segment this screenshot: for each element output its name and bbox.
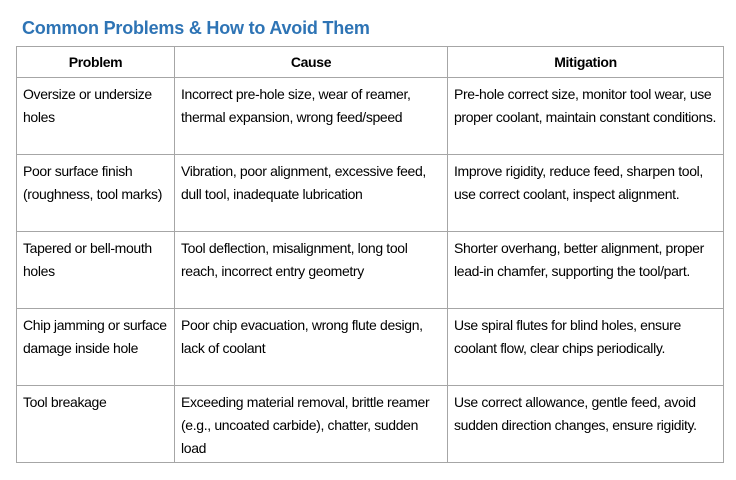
problem-cell: Oversize or undersize holes <box>17 78 175 155</box>
cause-cell: Exceeding material removal, brittle reamer (e.g., uncoated carbide), chatter, sudden load <box>175 386 448 463</box>
table-row <box>17 386 724 463</box>
table-row <box>17 78 724 155</box>
mitigation-cell: Use correct allowance, gentle feed, avoid sudden direction changes, ensure rigidity. <box>448 386 724 463</box>
mitigation-cell: Improve rigidity, reduce feed, sharpen tool, use correct coolant, inspect alignment. <box>448 155 724 232</box>
mitigation-cell: Use spiral flutes for blind holes, ensure coolant flow, clear chips periodically. <box>448 309 724 386</box>
cause-cell: Incorrect pre-hole size, wear of reamer, thermal expansion, wrong feed/speed <box>175 78 448 155</box>
problem-cell: Tool breakage <box>17 386 175 463</box>
table-row <box>17 232 724 309</box>
cause-cell: Tool deflection, misalignment, long tool reach, incorrect entry geometry <box>175 232 448 309</box>
header-cause: Cause <box>175 47 448 78</box>
mitigation-cell: Shorter overhang, better alignment, proper lead-in chamfer, supporting the tool/part. <box>448 232 724 309</box>
problem-cell: Poor surface finish (roughness, tool marks) <box>17 155 175 232</box>
problem-cell: Chip jamming or surface damage inside hole <box>17 309 175 386</box>
table-row <box>17 155 724 232</box>
header-problem: Problem <box>17 47 175 78</box>
header-mitigation: Mitigation <box>448 47 724 78</box>
problems-table <box>16 46 724 463</box>
page-title: Common Problems & How to Avoid Them <box>22 18 370 38</box>
problem-cell: Tapered or bell-mouth holes <box>17 232 175 309</box>
cause-cell: Vibration, poor alignment, excessive feed, dull tool, inadequate lubrication <box>175 155 448 232</box>
table-header-row <box>17 47 724 78</box>
cause-cell: Poor chip evacuation, wrong flute design, lack of coolant <box>175 309 448 386</box>
mitigation-cell: Pre-hole correct size, monitor tool wear, use proper coolant, maintain constant conditions. <box>448 78 724 155</box>
table-row <box>17 309 724 386</box>
